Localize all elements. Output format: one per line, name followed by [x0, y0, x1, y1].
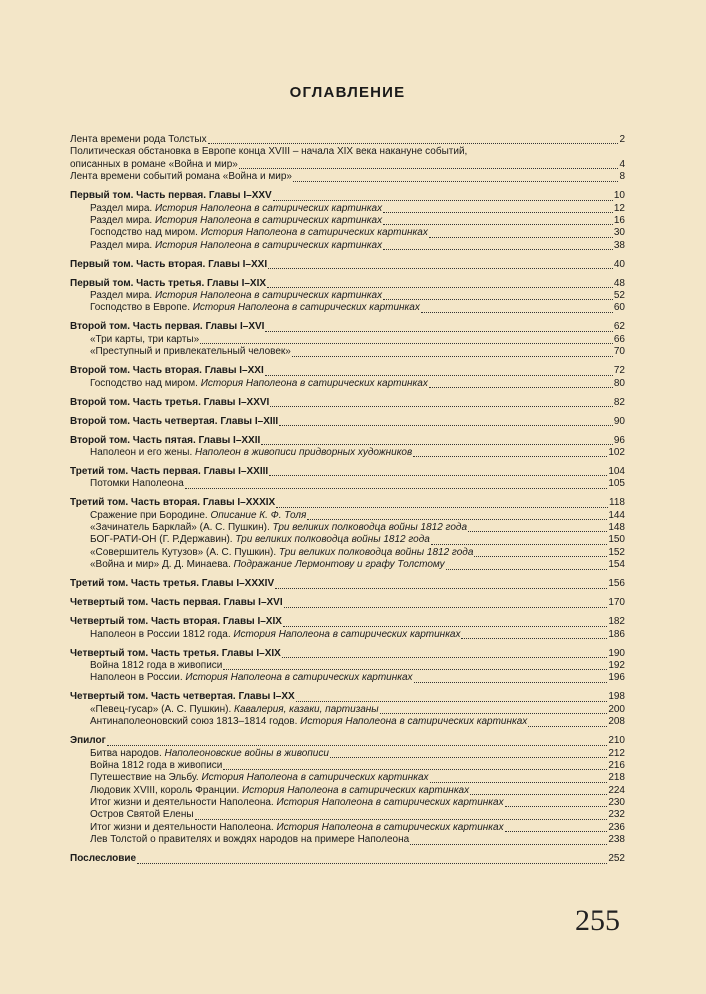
toc-section-heading[interactable]: [70, 578, 625, 590]
toc-entry-title: [90, 660, 222, 672]
dot-leader: [296, 701, 608, 702]
toc-page-number: 200: [608, 703, 625, 715]
toc-page-number: 12: [613, 202, 625, 214]
toc-entry-text: Раздел мира.: [90, 214, 155, 226]
toc-page-number: 40: [613, 258, 625, 270]
toc-entry[interactable]: [70, 809, 625, 821]
dot-leader: [279, 425, 613, 426]
toc-page-number: 38: [613, 239, 625, 251]
toc-entry-text: Наполеон и его жены.: [90, 446, 196, 458]
toc-entry-text: Лента времени рода Толстых: [70, 133, 207, 145]
toc-entry[interactable]: [70, 547, 625, 559]
toc-page-number: 80: [613, 377, 625, 389]
toc-page-number: 210: [608, 735, 625, 747]
toc-page-number: 70: [613, 346, 625, 358]
toc-entry-title: [90, 346, 291, 358]
toc-entry-title: [70, 321, 264, 333]
toc-page-number: 182: [608, 616, 625, 628]
toc-page-number: 118: [609, 497, 625, 509]
dot-leader: [239, 168, 619, 169]
toc-entry-text: Первый том. Часть вторая. Главы I–XXI: [70, 258, 268, 270]
toc-page-number: 48: [613, 277, 625, 289]
toc-entry-title: [90, 704, 379, 716]
dot-leader: [282, 657, 607, 658]
toc-section-heading[interactable]: [70, 735, 625, 747]
toc-page-number: 218: [608, 772, 625, 784]
page-title: ОГЛАВЛЕНИЕ: [289, 84, 406, 101]
toc-entry[interactable]: [70, 134, 625, 146]
toc-page-number: 196: [608, 672, 625, 684]
toc-page-number: 104: [608, 465, 625, 477]
toc-entry-text: Четвертый том. Часть четвертая. Главы I–XX: [70, 691, 295, 703]
toc-page-number: 66: [613, 333, 625, 345]
toc-entry-title: [90, 522, 467, 534]
dot-leader: [330, 757, 607, 758]
toc-entry[interactable]: [70, 522, 625, 534]
toc-page-number: 154: [608, 559, 625, 571]
toc-entry-title: [70, 735, 106, 747]
toc-page-number: 150: [608, 534, 625, 546]
toc-entry-text: Второй том. Часть первая. Главы I–XVI: [70, 321, 265, 333]
toc-entry-title: [90, 834, 409, 846]
toc-entry-text: Остров Святой Елены: [90, 809, 194, 821]
dot-leader: [429, 387, 613, 388]
toc-entry-subtitle: История Наполеона в сатирических картинках: [242, 784, 470, 796]
toc-entry-title: [70, 853, 136, 865]
toc-page-number: 30: [613, 227, 625, 239]
toc-entry[interactable]: [70, 227, 625, 239]
toc-page-number: 186: [608, 628, 625, 640]
dot-leader: [284, 607, 608, 608]
toc-entry-text: «Преступный и привлекательный человек»: [90, 346, 291, 358]
toc-entry[interactable]: [70, 559, 625, 571]
toc-entry[interactable]: [70, 629, 625, 641]
toc-entry-title: [70, 416, 278, 428]
toc-entry-text: Второй том. Часть четвертая. Главы I–XIII: [70, 415, 279, 427]
dot-leader: [273, 200, 613, 201]
toc-page-number: 72: [613, 365, 625, 377]
toc-entry-title: [70, 171, 292, 183]
table-of-contents: [70, 134, 625, 866]
toc-entry-title: [90, 334, 199, 346]
toc-entry[interactable]: [70, 334, 625, 346]
dot-leader: [261, 444, 613, 445]
dot-leader: [446, 569, 608, 570]
toc-entry-text: Политическая обстановка в Европе конца XVIII – начала XIX века накануне событий,: [70, 146, 468, 158]
dot-leader: [528, 726, 607, 727]
toc-section-heading[interactable]: [70, 397, 625, 409]
dot-leader: [410, 844, 607, 845]
dot-leader: [380, 713, 608, 714]
dot-leader: [413, 456, 607, 457]
toc-entry-subtitle: История Наполеона в сатирических картинках: [154, 214, 383, 226]
toc-page-number: 8: [619, 171, 625, 183]
toc-entry-title: [70, 578, 274, 590]
toc-entry[interactable]: [70, 660, 625, 672]
toc-entry-text: Потомки Наполеона: [90, 478, 184, 490]
toc-entry-text: Послесловие: [70, 853, 137, 865]
dot-leader: [223, 769, 607, 770]
toc-entry-text: Людовик XVIII, король Франции.: [90, 784, 243, 796]
toc-page-number: 2: [619, 133, 625, 145]
toc-entry-title: [70, 134, 207, 146]
toc-entry-subtitle: История Наполеона в сатирических картинках: [154, 202, 383, 214]
toc-section-heading[interactable]: [70, 853, 625, 865]
dot-leader: [195, 819, 608, 820]
toc-section-heading[interactable]: [70, 259, 625, 271]
toc-section-heading[interactable]: [70, 648, 625, 660]
toc-entry[interactable]: [70, 534, 625, 546]
toc-section-heading[interactable]: [70, 466, 625, 478]
toc-entry-subtitle: История Наполеона в сатирических картинках: [154, 290, 383, 302]
toc-entry[interactable]: [70, 704, 625, 716]
page-number: 255: [575, 904, 620, 937]
toc-page-number: 16: [613, 214, 625, 226]
toc-entry-text: Война 1812 года в живописи: [90, 659, 223, 671]
toc-entry-title: [90, 785, 469, 797]
toc-entry-subtitle: История Наполеона в сатирических картинках: [185, 672, 413, 684]
dot-leader: [223, 669, 607, 670]
toc-section-heading[interactable]: [70, 365, 625, 377]
toc-page-number: 170: [608, 597, 625, 609]
dot-leader: [268, 268, 613, 269]
toc-entry-subtitle: История Наполеона в сатирических картинках: [200, 377, 428, 389]
toc-entry-title: [90, 240, 382, 252]
toc-entry-subtitle: История Наполеона в сатирических картинках: [300, 716, 528, 728]
toc-entry-text: Первый том. Часть первая. Главы I–XXV: [70, 190, 272, 202]
toc-entry[interactable]: [70, 302, 625, 314]
toc-page-number: 62: [613, 321, 625, 333]
toc-entry-text: Четвертый том. Часть вторая. Главы I–XIX: [70, 616, 282, 628]
toc-entry-title: [90, 478, 184, 490]
dot-leader: [270, 406, 613, 407]
toc-entry-text: Четвертый том. Часть третья. Главы I–XIX: [70, 647, 281, 659]
toc-entry-subtitle: Описание К. Ф. Толя: [210, 509, 307, 521]
toc-page-number: 148: [608, 522, 625, 534]
toc-entry[interactable]: [70, 748, 625, 760]
toc-page-number: 102: [608, 446, 625, 458]
dot-leader: [267, 287, 613, 288]
dot-leader: [470, 794, 607, 795]
dot-leader: [293, 181, 618, 182]
toc-entry-text: Третий том. Часть третья. Главы I–XXXIV: [70, 578, 275, 590]
toc-entry-title: [90, 547, 473, 559]
toc-entry-title: [70, 435, 260, 447]
toc-entry-text: Четвертый том. Часть первая. Главы I–XVI: [70, 597, 283, 609]
dot-leader: [414, 682, 608, 683]
toc-entry-title: [90, 378, 428, 390]
toc-entry-text: Путешествие на Эльбу.: [90, 772, 202, 784]
toc-page-number: 236: [608, 821, 625, 833]
toc-entry-title: [70, 497, 275, 509]
toc-page-number: 190: [608, 647, 625, 659]
toc-entry-title: [90, 227, 428, 239]
toc-entry-subtitle: Наполеон в живописи придворных художников: [195, 446, 413, 458]
toc-entry-text: Битва народов.: [90, 747, 165, 759]
toc-entry-text: Наполеон в России 1812 года.: [90, 628, 234, 640]
toc-section-heading[interactable]: [70, 321, 625, 333]
toc-entry-title: [70, 691, 295, 703]
toc-entry[interactable]: [70, 785, 625, 797]
toc-entry[interactable]: [70, 797, 625, 809]
toc-entry[interactable]: [70, 760, 625, 772]
toc-entry-text: Итог жизни и деятельности Наполеона.: [90, 797, 277, 809]
toc-entry[interactable]: [70, 215, 625, 227]
toc-entry-title: [90, 534, 430, 546]
dot-leader: [292, 356, 613, 357]
toc-page-number: 96: [613, 434, 625, 446]
toc-entry[interactable]: [70, 672, 625, 684]
toc-page-number: 232: [608, 809, 625, 821]
toc-entry-subtitle: История Наполеона в сатирических картинках: [200, 227, 428, 239]
dot-leader: [461, 638, 607, 639]
toc-entry[interactable]: [70, 772, 625, 784]
toc-entry-title: [90, 447, 412, 459]
toc-entry-subtitle: История Наполеона в сатирических картинках: [276, 797, 504, 809]
toc-entry-title: [70, 259, 267, 271]
dot-leader: [383, 224, 613, 225]
toc-section-heading[interactable]: [70, 497, 625, 509]
dot-leader: [276, 507, 608, 508]
toc-entry-text: Господство над миром.: [90, 377, 201, 389]
toc-entry-text: Лента времени событий романа «Война и мир»: [70, 171, 292, 183]
dot-leader: [383, 249, 613, 250]
toc-entry-title: [90, 772, 429, 784]
toc-entry-title: [70, 159, 238, 171]
toc-entry-text: Второй том. Часть вторая. Главы I–XXI: [70, 365, 264, 377]
dot-leader: [431, 544, 607, 545]
dot-leader: [430, 782, 608, 783]
dot-leader: [265, 375, 613, 376]
toc-entry-title: [90, 559, 445, 571]
toc-section-heading[interactable]: [70, 691, 625, 703]
toc-entry[interactable]: [70, 171, 625, 183]
dot-leader: [505, 806, 608, 807]
toc-entry-title: [70, 597, 283, 609]
dot-leader: [505, 831, 608, 832]
dot-leader: [383, 299, 613, 300]
toc-entry-text: Война 1812 года в живописи: [90, 759, 223, 771]
toc-entry-text: Раздел мира.: [90, 239, 155, 251]
toc-entry-title: [90, 748, 329, 760]
toc-entry-title: [90, 510, 306, 522]
toc-entry-text: Лев Толстой о правителях и вождях народов на примере Наполеона: [90, 834, 410, 846]
toc-page-number: 212: [608, 747, 625, 759]
dot-leader: [429, 237, 613, 238]
toc-entry[interactable]: [70, 159, 625, 171]
toc-entry-title: [90, 290, 382, 302]
toc-entry-subtitle: Три великих полководца войны 1812 года: [272, 522, 467, 534]
toc-entry-subtitle: Кавалерия, казаки, партизаны: [234, 703, 379, 715]
toc-section-heading[interactable]: [70, 616, 625, 628]
toc-entry-subtitle: История Наполеона в сатирических картинках: [276, 821, 504, 833]
toc-entry-title: [90, 629, 460, 641]
toc-page-number: 60: [613, 302, 625, 314]
toc-entry-text: БОГ-РАТИ-ОН (Г. Р.Державин).: [90, 534, 236, 546]
dot-leader: [265, 331, 612, 332]
toc-entry-title: [70, 466, 268, 478]
toc-entry[interactable]: [70, 510, 625, 522]
toc-entry-title: [90, 760, 222, 772]
toc-entry-title: [90, 203, 382, 215]
toc-entry[interactable]: [70, 290, 625, 302]
toc-entry-title: [90, 797, 504, 809]
toc-page-number: 152: [608, 546, 625, 558]
toc-page-number: 224: [608, 784, 625, 796]
toc-section-heading[interactable]: [70, 416, 625, 428]
toc-entry-title: [90, 822, 504, 834]
toc-entry-title: [70, 397, 269, 409]
toc-entry-text: «Зачинатель Барклай» (А. С. Пушкин).: [90, 522, 273, 534]
toc-entry[interactable]: [70, 203, 625, 215]
dot-leader: [137, 863, 607, 864]
dot-leader: [421, 312, 613, 313]
dot-leader: [383, 212, 613, 213]
dot-leader: [307, 519, 607, 520]
toc-entry-subtitle: Подражание Лермонтову и графу Толстому: [233, 559, 445, 571]
toc-entry-title: [90, 672, 413, 684]
toc-page-number: 105: [608, 478, 625, 490]
toc-entry-text: Раздел мира.: [90, 290, 155, 302]
toc-entry[interactable]: [70, 834, 625, 846]
toc-entry-text: «Совершитель Кутузов» (А. С. Пушкин).: [90, 546, 279, 558]
toc-entry-title: [70, 190, 272, 202]
toc-entry[interactable]: [70, 822, 625, 834]
toc-entry-subtitle: История Наполеона в сатирических картинках: [201, 772, 429, 784]
toc-page-number: 144: [608, 509, 625, 521]
toc-entry-text: Второй том. Часть пятая. Главы I–XXII: [70, 434, 261, 446]
toc-page-number: 10: [613, 190, 625, 202]
toc-page-number: 198: [608, 691, 625, 703]
dot-leader: [185, 488, 608, 489]
toc-entry-title: [70, 616, 282, 628]
toc-entry[interactable]: [70, 240, 625, 252]
dot-leader: [200, 343, 613, 344]
toc-entry-text: Господство над миром.: [90, 227, 201, 239]
toc-entry-text: Третий том. Часть вторая. Главы I–XXXIX: [70, 497, 276, 509]
toc-entry-text: Эпилог: [70, 735, 106, 747]
toc-page-number: 216: [608, 759, 625, 771]
toc-entry-text: Второй том. Часть третья. Главы I–XXVI: [70, 396, 270, 408]
toc-page-number: 82: [613, 396, 625, 408]
toc-entry-title: [70, 146, 467, 158]
toc-entry-text: Третий том. Часть первая. Главы I–XXIII: [70, 465, 269, 477]
toc-entry[interactable]: [70, 447, 625, 459]
dot-leader: [107, 745, 608, 746]
toc-page-number: 252: [608, 853, 625, 865]
toc-entry-text: Господство в Европе.: [90, 302, 193, 314]
toc-page-number: 192: [608, 659, 625, 671]
toc-entry-subtitle: Три великих полководца войны 1812 года: [278, 546, 474, 558]
toc-entry-text: Наполеон в России.: [90, 672, 186, 684]
dot-leader: [269, 475, 607, 476]
toc-entry-subtitle: История Наполеона в сатирических картинках: [154, 239, 383, 251]
dot-leader: [474, 556, 607, 557]
toc-entry-text: Раздел мира.: [90, 202, 155, 214]
toc-entry-title: [70, 365, 264, 377]
toc-page-number: 52: [613, 290, 625, 302]
toc-section-heading[interactable]: [70, 190, 625, 202]
toc-entry-title: [90, 716, 527, 728]
toc-entry-subtitle: История Наполеона в сатирических картинках: [192, 302, 420, 314]
dot-leader: [468, 531, 607, 532]
toc-entry[interactable]: [70, 378, 625, 390]
toc-entry-text: Итог жизни и деятельности Наполеона.: [90, 821, 277, 833]
toc-page-number: 208: [608, 716, 625, 728]
toc-entry[interactable]: [70, 478, 625, 490]
toc-page-number: 156: [608, 578, 625, 590]
toc-entry[interactable]: [70, 146, 625, 158]
dot-leader: [275, 588, 607, 589]
dot-leader: [208, 143, 619, 144]
toc-entry-subtitle: История Наполеона в сатирических картинках: [233, 628, 461, 640]
toc-entry-title: [70, 278, 266, 290]
toc-page-number: 90: [613, 415, 625, 427]
toc-page-number: 4: [619, 158, 625, 170]
dot-leader: [283, 626, 607, 627]
toc-page-number: 230: [608, 797, 625, 809]
toc-section-heading[interactable]: [70, 278, 625, 290]
toc-entry-title: [70, 648, 281, 660]
toc-entry[interactable]: [70, 346, 625, 358]
toc-page-number: 238: [608, 834, 625, 846]
toc-entry-text: «Война и мир» Д. Д. Минаева.: [90, 559, 234, 571]
toc-entry-title: [90, 809, 194, 821]
toc-entry-text: Сражение при Бородине.: [90, 509, 211, 521]
toc-entry-text: «Три карты, три карты»: [90, 333, 200, 345]
toc-entry-text: «Певец-гусар» (А. С. Пушкин).: [90, 703, 235, 715]
toc-entry-title: [90, 215, 382, 227]
toc-section-heading[interactable]: [70, 597, 625, 609]
toc-entry-text: Первый том. Часть третья. Главы I–XIX: [70, 277, 267, 289]
toc-entry-text: описанных в романе «Война и мир»: [70, 158, 238, 170]
toc-entry-title: [90, 302, 420, 314]
toc-entry[interactable]: [70, 716, 625, 728]
toc-entry-subtitle: Наполеоновские войны в живописи: [164, 747, 329, 759]
toc-entry-subtitle: Три великих полководца войны 1812 года: [235, 534, 430, 546]
toc-entry-text: Антинаполеоновский союз 1813–1814 годов.: [90, 716, 301, 728]
toc-section-heading[interactable]: [70, 435, 625, 447]
